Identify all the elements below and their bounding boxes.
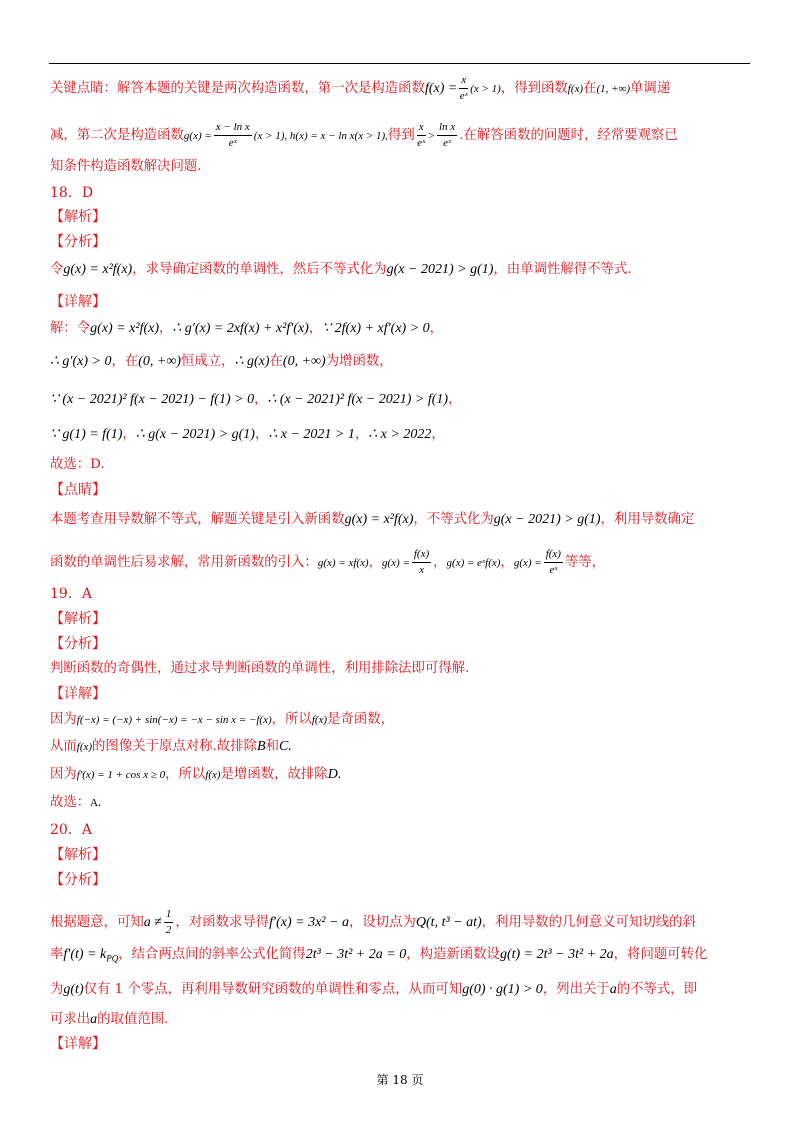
q18-step-4: ∵ g(1) = f(1)，∴ g(x − 2021) > g(1)，∴ x − 2021 > 1，∴ x > 2022， (50, 427, 445, 442)
q19-answer: 故选：A. (50, 795, 102, 810)
text: 得到 (387, 128, 415, 143)
q19-jiexi: 【解析】 (50, 611, 106, 627)
q19-fenxi-text: 判断函数的奇偶性，通过求导判断函数的单调性，利用排除法即可得解. (50, 661, 470, 676)
q20-line-3: 为g(t)仅有 1 个零点，再利用导数研究函数的单调性和零点，从而可知g(0) · g(1) > 0，列出关于a的不等式，即 (50, 982, 698, 997)
q19-step-1: 因为f(−x) = (−x) + sin(−x) = −x − sin x = −f(x)，所以f(x)是奇函数， (50, 712, 395, 727)
q19-number: 19．A (50, 586, 92, 602)
keypoint-line-1 (50, 73, 670, 104)
q18-dianjing-line-1: 本题考查用导数解不等式，解题关键是引入新函数g(x) = x²f(x)，不等式化为g(x − 2021) > g(1)，利用导数确定 (50, 512, 695, 527)
fraction: $\frac{x}{\text{eˣ}}$ (417, 121, 426, 149)
text: 关键点睛：解答本题的关键是两次构造函数，第一次是构造函数 (50, 81, 425, 96)
text: 单调递 (630, 81, 671, 96)
header-rule (49, 63, 750, 64)
q19-fenxi: 【分析】 (50, 636, 106, 652)
keypoint-line-2 (50, 120, 678, 151)
math: (x > 1) (470, 83, 501, 95)
math: (x > 1), h(x) = x − ln x(x > 1), (253, 130, 388, 142)
fraction: $\frac{x}{\text{eˣ}}$ (459, 74, 468, 102)
q18-number: 18．D (50, 185, 94, 201)
q20-line-1: 根据题意，可知a ≠ $\frac{1}{2}$ ，对函数求导得f′(x) = 3x² − a，设切点为Q(t, t³ − at)，利用导数的几何意义可知切线的斜 (50, 908, 696, 936)
q18-fenxi: 【分析】 (50, 234, 106, 250)
keypoint-line-3: 知条件构造函数解决问题. (50, 159, 202, 174)
q19-xiangjie: 【详解】 (50, 686, 106, 702)
q18-step-3: ∵ (x − 2021)² f(x − 2021) − f(1) > 0，∴ (x − 2021)² f(x − 2021) > f(1)， (50, 392, 462, 407)
math: g(x) = (183, 130, 212, 142)
text: 在 (583, 81, 597, 96)
q19-step-3: 因为f′(x) = 1 + cos x ≥ 0，所以f(x)是增函数，故排除D. (50, 767, 342, 782)
page-number: 第 18 页 (376, 1073, 424, 1087)
q20-line-4: 可求出a的取值范围. (50, 1012, 169, 1027)
q18-step-2: ∴ g′(x) > 0，在(0, +∞)恒成立，∴ g(x)在(0, +∞)为增函数， (50, 354, 393, 369)
text: 减，第二次是构造函数 (50, 128, 184, 143)
q18-dianjing: 【点睛】 (50, 482, 106, 498)
q18-step-1: 解：令g(x) = x²f(x)，∴ g′(x) = 2xf(x) + x²f′(x)，∵ 2f(x) + xf′(x) > 0， (50, 321, 444, 336)
math: > (427, 130, 436, 142)
fraction: $\frac{\text{ln x}}{\text{eˣ}}$ (439, 121, 456, 149)
q20-jiexi: 【解析】 (50, 847, 106, 863)
fraction: $\frac{\text{x − ln x}}{\text{eˣ}}$ (215, 121, 250, 149)
text: ，得到函数 (500, 81, 568, 96)
q18-xiangjie: 【详解】 (50, 294, 106, 310)
q20-xiangjie: 【详解】 (50, 1036, 106, 1052)
q20-fenxi: 【分析】 (50, 872, 106, 888)
math: (1, +∞) (596, 83, 631, 95)
q18-jiexi: 【解析】 (50, 209, 106, 225)
q18-answer: 故选：D. (50, 457, 105, 472)
math: f(x) = (424, 81, 458, 96)
q20-line-2: 率$f'(t) = k_{PQ}$，结合两点间的斜率公式化简得2t³ − 3t² + 2a = 0，构造新函数设g(t) = 2t³ − 3t² + 2a，将问题可转化 (50, 947, 708, 964)
q18-fenxi-text: 令g(x) = x²f(x)，求导确定函数的单调性，然后不等式化为g(x − 2021) > g(1)，由单调性解得不等式. (50, 262, 632, 277)
math: f(x) (567, 83, 584, 95)
text: .在解答函数的问题时，经常要观察已 (459, 128, 678, 143)
q20-number: 20．A (50, 822, 92, 838)
q19-step-2: 从而f(x)的图像关于原点对称.故排除B和C. (50, 739, 292, 754)
q18-dianjing-line-2: 函数的单调性后易求解，常用新函数的引入：g(x) = xf(x)，g(x) = $\frac{f(x)}{x}$ ，g(x) = eˣf(x)，g(x) = $\frac{f(x)}{\text{eˣ}}$ 等等， (50, 548, 606, 576)
